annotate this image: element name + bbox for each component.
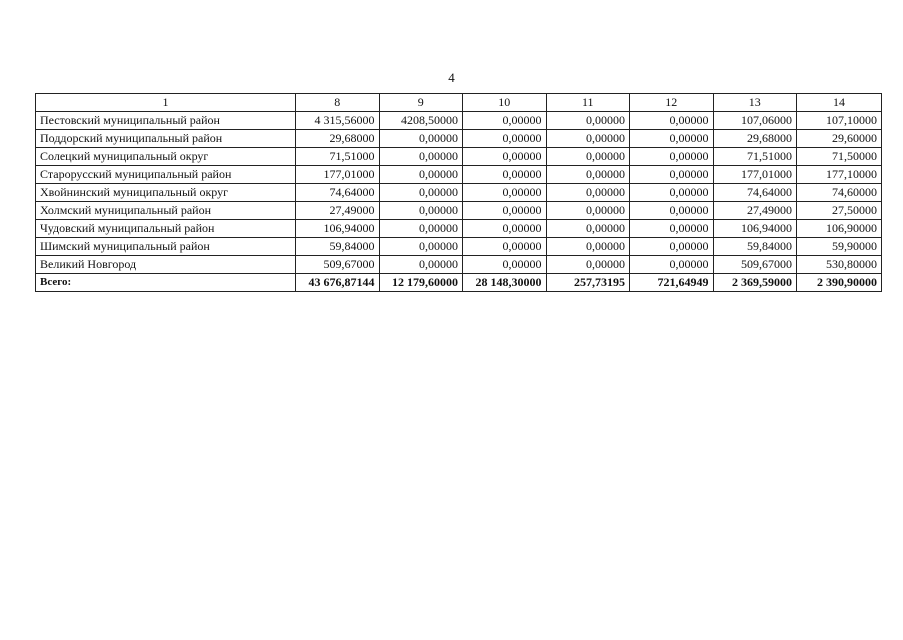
table-cell: 0,00000 [630,166,714,184]
municipality-name: Хвойнинский муниципальный округ [36,184,296,202]
table-row [36,256,882,274]
table-cell: 0,00000 [546,220,630,238]
table-cell: 29,68000 [296,130,380,148]
table-cell: 0,00000 [630,238,714,256]
table-cell: 0,00000 [463,202,547,220]
table-cell: 0,00000 [379,184,463,202]
table-cell: 71,51000 [713,148,797,166]
municipality-name: Солецкий муниципальный округ [36,148,296,166]
table-cell: 0,00000 [463,166,547,184]
column-header: 11 [546,94,630,112]
table-row [36,112,882,130]
table-cell: 74,64000 [713,184,797,202]
table-cell: 59,84000 [713,238,797,256]
table-total-row [36,274,882,292]
table-cell: 4208,50000 [379,112,463,130]
table-cell: 0,00000 [546,238,630,256]
table-cell: 0,00000 [630,202,714,220]
table-row [36,166,882,184]
table-cell: 177,01000 [296,166,380,184]
table-cell: 59,90000 [797,238,882,256]
table-cell: 0,00000 [379,220,463,238]
table-cell: 0,00000 [463,112,547,130]
column-header: 9 [379,94,463,112]
table-cell: 0,00000 [546,166,630,184]
table-cell: 0,00000 [630,112,714,130]
municipality-name: Шимский муниципальный район [36,238,296,256]
municipality-name: Великий Новгород [36,256,296,274]
table-row [36,184,882,202]
table-cell: 2 369,59000 [713,274,797,292]
table-cell: 74,60000 [797,184,882,202]
table-cell: 0,00000 [630,256,714,274]
column-header: 14 [797,94,882,112]
table-cell: 27,49000 [296,202,380,220]
table-row [36,148,882,166]
table-cell: 0,00000 [463,130,547,148]
table-cell: 106,94000 [296,220,380,238]
table-cell: 0,00000 [463,256,547,274]
table-cell: 721,64949 [630,274,714,292]
municipality-name: Пестовский муниципальный район [36,112,296,130]
table-cell: 107,06000 [713,112,797,130]
column-header: 13 [713,94,797,112]
table-cell: 71,50000 [797,148,882,166]
table-cell: 0,00000 [630,130,714,148]
data-table [35,93,882,292]
municipality-name: Холмский муниципальный район [36,202,296,220]
table-cell: 43 676,87144 [296,274,380,292]
table-row [36,202,882,220]
table-cell: 27,49000 [713,202,797,220]
table-row [36,220,882,238]
column-header: 12 [630,94,714,112]
column-header: 10 [463,94,547,112]
table-cell: 107,10000 [797,112,882,130]
table-cell: 0,00000 [463,148,547,166]
municipality-name: Старорусский муниципальный район [36,166,296,184]
table-cell: 0,00000 [379,130,463,148]
table-cell: 0,00000 [463,184,547,202]
table-body [36,112,882,292]
table-cell: 0,00000 [379,202,463,220]
table-cell: 0,00000 [630,148,714,166]
table-cell: 0,00000 [546,184,630,202]
table-cell: 509,67000 [296,256,380,274]
table-row [36,130,882,148]
table-header-row [36,94,882,112]
table-cell: 0,00000 [379,256,463,274]
table-cell: 0,00000 [630,220,714,238]
table-cell: 0,00000 [546,256,630,274]
table-cell: 74,64000 [296,184,380,202]
table-cell: 0,00000 [463,220,547,238]
table-cell: 2 390,90000 [797,274,882,292]
table-cell: 28 148,30000 [463,274,547,292]
table-cell: 0,00000 [546,202,630,220]
table-cell: 27,50000 [797,202,882,220]
column-header: 8 [296,94,380,112]
table-row [36,238,882,256]
table-cell: 12 179,60000 [379,274,463,292]
column-header: 1 [36,94,296,112]
municipality-name: Чудовский муниципальный район [36,220,296,238]
table-cell: 106,90000 [797,220,882,238]
table-cell: 59,84000 [296,238,380,256]
table-cell: 509,67000 [713,256,797,274]
table-cell: 29,60000 [797,130,882,148]
table-cell: 177,10000 [797,166,882,184]
table-cell: 0,00000 [546,130,630,148]
table-cell: 71,51000 [296,148,380,166]
table-cell: 0,00000 [379,238,463,256]
page-number: 4 [448,70,455,85]
table-cell: 0,00000 [630,184,714,202]
table-cell: 530,80000 [797,256,882,274]
table-cell: 0,00000 [379,166,463,184]
table-cell: 0,00000 [463,238,547,256]
table-cell: 0,00000 [546,148,630,166]
table-cell: 0,00000 [379,148,463,166]
table-cell: 106,94000 [713,220,797,238]
table-cell: 0,00000 [546,112,630,130]
table-cell: 29,68000 [713,130,797,148]
table-cell: 177,01000 [713,166,797,184]
municipality-name: Поддорский муниципальный район [36,130,296,148]
total-label: Всего: [36,274,296,292]
table-cell: 4 315,56000 [296,112,380,130]
table-cell: 257,73195 [546,274,630,292]
